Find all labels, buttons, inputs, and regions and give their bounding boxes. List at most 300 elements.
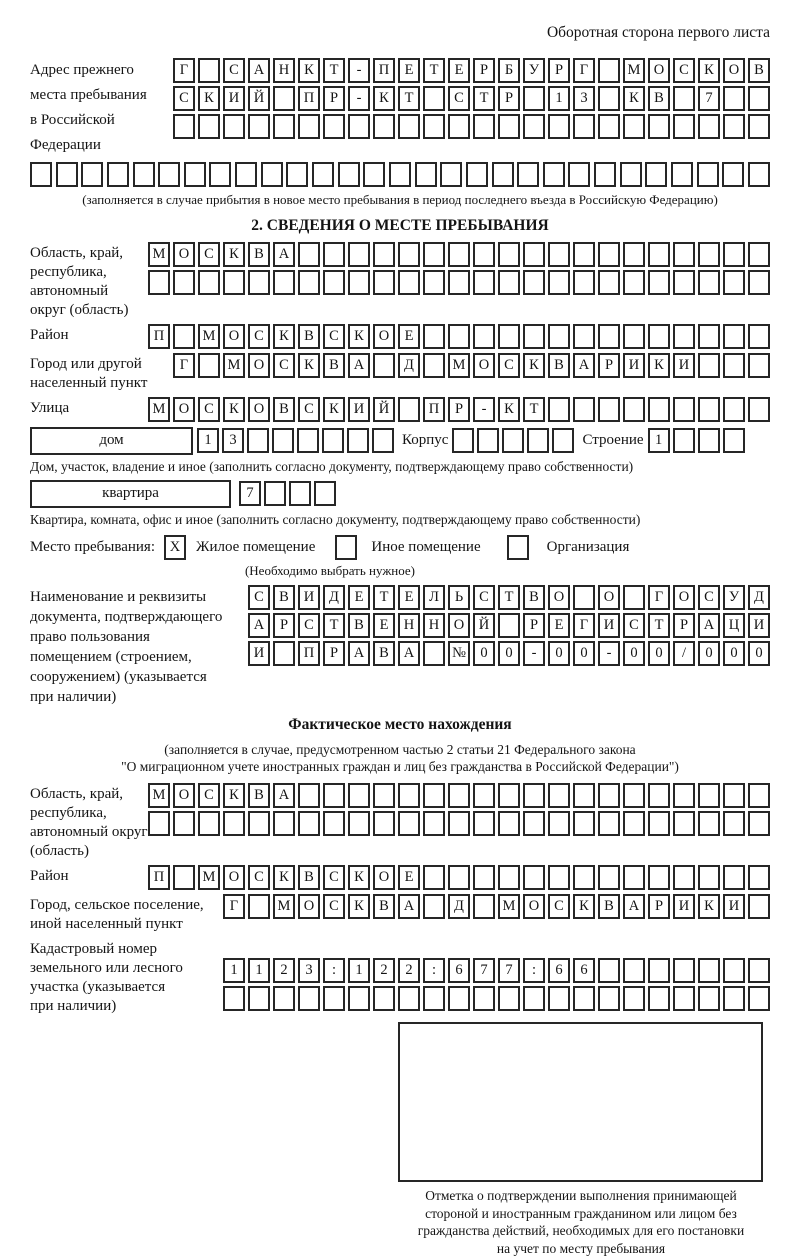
char-cell[interactable] (698, 958, 720, 983)
char-cell[interactable] (273, 641, 295, 666)
char-cell[interactable] (473, 324, 495, 349)
char-cell[interactable]: В (748, 58, 770, 83)
char-cell[interactable] (723, 86, 745, 111)
char-cell[interactable]: К (573, 894, 595, 919)
char-cell[interactable]: В (598, 894, 620, 919)
char-cell[interactable] (698, 986, 720, 1011)
char-cell[interactable]: 3 (222, 428, 244, 453)
char-cell[interactable] (598, 811, 620, 836)
char-cell[interactable] (373, 783, 395, 808)
char-cell[interactable] (261, 162, 283, 187)
char-cell[interactable] (223, 114, 245, 139)
char-cell[interactable]: Д (748, 585, 770, 610)
char-cell[interactable] (723, 986, 745, 1011)
char-cell[interactable]: В (523, 585, 545, 610)
char-cell[interactable]: И (348, 397, 370, 422)
char-cell[interactable] (473, 114, 495, 139)
char-cell[interactable] (198, 58, 220, 83)
char-cell[interactable] (748, 958, 770, 983)
char-cell[interactable]: В (373, 894, 395, 919)
char-cell[interactable] (273, 114, 295, 139)
char-cell[interactable] (297, 428, 319, 453)
char-cell[interactable] (272, 428, 294, 453)
char-cell[interactable] (448, 242, 470, 267)
char-cell[interactable] (348, 986, 370, 1011)
char-cell[interactable] (498, 114, 520, 139)
char-cell[interactable] (748, 894, 770, 919)
char-cell[interactable] (698, 811, 720, 836)
char-cell[interactable] (373, 353, 395, 378)
char-cell[interactable] (323, 986, 345, 1011)
char-cell[interactable]: С (473, 585, 495, 610)
char-cell[interactable] (398, 270, 420, 295)
char-cell[interactable]: В (248, 242, 270, 267)
char-cell[interactable]: 1 (348, 958, 370, 983)
char-cell[interactable] (173, 811, 195, 836)
char-cell[interactable]: В (298, 324, 320, 349)
char-cell[interactable] (594, 162, 616, 187)
char-cell[interactable] (448, 783, 470, 808)
char-cell[interactable] (543, 162, 565, 187)
char-cell[interactable] (698, 865, 720, 890)
char-cell[interactable]: Г (648, 585, 670, 610)
char-cell[interactable] (723, 958, 745, 983)
char-cell[interactable]: - (598, 641, 620, 666)
char-cell[interactable]: В (248, 783, 270, 808)
char-cell[interactable]: Т (323, 58, 345, 83)
char-cell[interactable] (723, 397, 745, 422)
char-cell[interactable]: А (348, 353, 370, 378)
char-cell[interactable]: К (323, 397, 345, 422)
char-cell[interactable] (498, 986, 520, 1011)
char-cell[interactable] (473, 865, 495, 890)
char-cell[interactable] (648, 958, 670, 983)
char-cell[interactable] (698, 324, 720, 349)
char-cell[interactable] (698, 397, 720, 422)
char-cell[interactable]: 0 (748, 641, 770, 666)
char-cell[interactable] (623, 585, 645, 610)
char-cell[interactable] (623, 114, 645, 139)
char-cell[interactable] (314, 481, 336, 506)
char-cell[interactable]: 0 (498, 641, 520, 666)
char-cell[interactable]: А (248, 58, 270, 83)
char-cell[interactable]: Г (223, 894, 245, 919)
char-cell[interactable] (198, 114, 220, 139)
char-cell[interactable] (56, 162, 78, 187)
char-cell[interactable]: К (223, 242, 245, 267)
char-cell[interactable]: М (148, 397, 170, 422)
char-cell[interactable]: С (198, 397, 220, 422)
char-cell[interactable] (548, 865, 570, 890)
char-cell[interactable]: 0 (698, 641, 720, 666)
char-cell[interactable]: О (648, 58, 670, 83)
char-cell[interactable]: В (273, 585, 295, 610)
char-cell[interactable]: С (273, 353, 295, 378)
char-cell[interactable] (548, 242, 570, 267)
char-cell[interactable]: С (248, 585, 270, 610)
char-cell[interactable] (348, 783, 370, 808)
char-cell[interactable]: С (673, 58, 695, 83)
char-cell[interactable]: С (248, 324, 270, 349)
char-cell[interactable] (598, 242, 620, 267)
char-cell[interactable] (723, 783, 745, 808)
char-cell[interactable] (498, 242, 520, 267)
char-cell[interactable] (448, 865, 470, 890)
char-cell[interactable]: 6 (573, 958, 595, 983)
char-cell[interactable]: - (348, 86, 370, 111)
char-cell[interactable] (498, 324, 520, 349)
char-cell[interactable] (473, 783, 495, 808)
char-cell[interactable] (598, 86, 620, 111)
char-cell[interactable]: О (223, 865, 245, 890)
char-cell[interactable] (323, 783, 345, 808)
char-cell[interactable] (645, 162, 667, 187)
char-cell[interactable]: 6 (548, 958, 570, 983)
residential-checkbox[interactable]: X (164, 535, 186, 560)
char-cell[interactable]: А (623, 894, 645, 919)
char-cell[interactable] (298, 986, 320, 1011)
char-cell[interactable]: 2 (373, 958, 395, 983)
char-cell[interactable]: № (448, 641, 470, 666)
char-cell[interactable]: О (248, 397, 270, 422)
char-cell[interactable]: Д (448, 894, 470, 919)
char-cell[interactable] (523, 783, 545, 808)
char-cell[interactable]: - (348, 58, 370, 83)
char-cell[interactable]: : (323, 958, 345, 983)
char-cell[interactable] (198, 270, 220, 295)
char-cell[interactable] (548, 324, 570, 349)
char-cell[interactable] (312, 162, 334, 187)
char-cell[interactable]: С (173, 86, 195, 111)
char-cell[interactable]: О (523, 894, 545, 919)
char-cell[interactable]: С (323, 324, 345, 349)
char-cell[interactable]: Ь (448, 585, 470, 610)
char-cell[interactable]: Т (323, 613, 345, 638)
char-cell[interactable]: 7 (498, 958, 520, 983)
char-cell[interactable]: А (398, 894, 420, 919)
other-premises-checkbox[interactable] (335, 535, 357, 560)
char-cell[interactable] (573, 270, 595, 295)
char-cell[interactable] (748, 242, 770, 267)
char-cell[interactable] (372, 428, 394, 453)
char-cell[interactable]: Т (398, 86, 420, 111)
char-cell[interactable]: 3 (573, 86, 595, 111)
char-cell[interactable]: И (723, 894, 745, 919)
char-cell[interactable] (548, 986, 570, 1011)
char-cell[interactable]: А (273, 242, 295, 267)
char-cell[interactable]: Р (273, 613, 295, 638)
char-cell[interactable]: К (698, 58, 720, 83)
char-cell[interactable] (573, 397, 595, 422)
char-cell[interactable] (598, 270, 620, 295)
char-cell[interactable]: С (698, 585, 720, 610)
char-cell[interactable]: Г (173, 353, 195, 378)
char-cell[interactable] (502, 428, 524, 453)
char-cell[interactable] (423, 986, 445, 1011)
char-cell[interactable] (623, 324, 645, 349)
char-cell[interactable] (598, 958, 620, 983)
char-cell[interactable]: 6 (448, 958, 470, 983)
char-cell[interactable] (398, 114, 420, 139)
char-cell[interactable] (498, 783, 520, 808)
char-cell[interactable] (373, 986, 395, 1011)
char-cell[interactable] (623, 811, 645, 836)
char-cell[interactable] (184, 162, 206, 187)
char-cell[interactable]: О (173, 783, 195, 808)
char-cell[interactable] (273, 86, 295, 111)
char-cell[interactable]: К (273, 324, 295, 349)
char-cell[interactable]: К (348, 865, 370, 890)
char-cell[interactable] (573, 324, 595, 349)
char-cell[interactable]: О (723, 58, 745, 83)
char-cell[interactable] (448, 270, 470, 295)
char-cell[interactable] (498, 811, 520, 836)
char-cell[interactable] (398, 986, 420, 1011)
char-cell[interactable] (698, 783, 720, 808)
char-cell[interactable]: С (223, 58, 245, 83)
char-cell[interactable] (673, 865, 695, 890)
char-cell[interactable]: А (698, 613, 720, 638)
char-cell[interactable]: О (473, 353, 495, 378)
char-cell[interactable]: Е (398, 324, 420, 349)
char-cell[interactable]: У (723, 585, 745, 610)
char-cell[interactable]: К (523, 353, 545, 378)
char-cell[interactable] (573, 783, 595, 808)
char-cell[interactable] (698, 114, 720, 139)
char-cell[interactable]: К (698, 894, 720, 919)
char-cell[interactable] (748, 324, 770, 349)
char-cell[interactable] (198, 353, 220, 378)
char-cell[interactable]: С (498, 353, 520, 378)
char-cell[interactable] (148, 811, 170, 836)
char-cell[interactable] (748, 865, 770, 890)
char-cell[interactable] (198, 811, 220, 836)
char-cell[interactable] (748, 270, 770, 295)
char-cell[interactable] (498, 613, 520, 638)
char-cell[interactable] (289, 481, 311, 506)
char-cell[interactable]: 1 (548, 86, 570, 111)
char-cell[interactable] (81, 162, 103, 187)
char-cell[interactable] (697, 162, 719, 187)
char-cell[interactable] (273, 811, 295, 836)
char-cell[interactable]: И (673, 353, 695, 378)
char-cell[interactable]: О (673, 585, 695, 610)
char-cell[interactable] (673, 242, 695, 267)
char-cell[interactable] (448, 324, 470, 349)
char-cell[interactable] (598, 397, 620, 422)
char-cell[interactable] (673, 783, 695, 808)
char-cell[interactable] (373, 242, 395, 267)
char-cell[interactable] (223, 811, 245, 836)
char-cell[interactable] (548, 811, 570, 836)
char-cell[interactable]: И (748, 613, 770, 638)
char-cell[interactable] (348, 114, 370, 139)
char-cell[interactable]: 0 (723, 641, 745, 666)
char-cell[interactable] (623, 783, 645, 808)
char-cell[interactable] (523, 986, 545, 1011)
char-cell[interactable]: : (523, 958, 545, 983)
char-cell[interactable]: К (298, 58, 320, 83)
char-cell[interactable]: Е (398, 585, 420, 610)
char-cell[interactable]: О (173, 397, 195, 422)
char-cell[interactable]: - (473, 397, 495, 422)
char-cell[interactable]: М (273, 894, 295, 919)
char-cell[interactable]: М (223, 353, 245, 378)
char-cell[interactable] (473, 986, 495, 1011)
char-cell[interactable]: Р (598, 353, 620, 378)
char-cell[interactable] (347, 428, 369, 453)
char-cell[interactable]: Т (473, 86, 495, 111)
char-cell[interactable] (363, 162, 385, 187)
char-cell[interactable] (473, 270, 495, 295)
char-cell[interactable] (748, 114, 770, 139)
char-cell[interactable]: Е (548, 613, 570, 638)
char-cell[interactable] (523, 324, 545, 349)
char-cell[interactable] (448, 811, 470, 836)
char-cell[interactable]: И (248, 641, 270, 666)
char-cell[interactable]: П (148, 324, 170, 349)
char-cell[interactable] (248, 894, 270, 919)
char-cell[interactable]: Н (398, 613, 420, 638)
char-cell[interactable]: С (323, 894, 345, 919)
char-cell[interactable]: Е (373, 613, 395, 638)
char-cell[interactable]: М (148, 242, 170, 267)
char-cell[interactable]: М (198, 865, 220, 890)
char-cell[interactable]: 1 (248, 958, 270, 983)
char-cell[interactable]: 1 (197, 428, 219, 453)
char-cell[interactable] (548, 397, 570, 422)
char-cell[interactable] (323, 811, 345, 836)
char-cell[interactable] (573, 585, 595, 610)
char-cell[interactable]: Е (448, 58, 470, 83)
char-cell[interactable] (209, 162, 231, 187)
char-cell[interactable] (648, 324, 670, 349)
char-cell[interactable] (158, 162, 180, 187)
char-cell[interactable]: 7 (698, 86, 720, 111)
char-cell[interactable] (523, 811, 545, 836)
char-cell[interactable]: О (598, 585, 620, 610)
char-cell[interactable]: 2 (273, 958, 295, 983)
char-cell[interactable] (173, 114, 195, 139)
char-cell[interactable]: Р (548, 58, 570, 83)
char-cell[interactable]: О (298, 894, 320, 919)
char-cell[interactable] (698, 270, 720, 295)
char-cell[interactable]: О (373, 324, 395, 349)
char-cell[interactable]: С (248, 865, 270, 890)
char-cell[interactable] (548, 114, 570, 139)
char-cell[interactable] (286, 162, 308, 187)
char-cell[interactable] (398, 397, 420, 422)
char-cell[interactable] (415, 162, 437, 187)
char-cell[interactable]: К (348, 324, 370, 349)
char-cell[interactable]: 0 (473, 641, 495, 666)
char-cell[interactable] (748, 86, 770, 111)
char-cell[interactable]: С (448, 86, 470, 111)
char-cell[interactable]: Т (423, 58, 445, 83)
char-cell[interactable]: 3 (298, 958, 320, 983)
char-cell[interactable] (523, 865, 545, 890)
char-cell[interactable]: К (348, 894, 370, 919)
char-cell[interactable]: С (548, 894, 570, 919)
char-cell[interactable] (473, 811, 495, 836)
char-cell[interactable] (248, 811, 270, 836)
char-cell[interactable]: 0 (623, 641, 645, 666)
char-cell[interactable] (107, 162, 129, 187)
char-cell[interactable]: П (298, 641, 320, 666)
char-cell[interactable]: / (673, 641, 695, 666)
char-cell[interactable] (598, 324, 620, 349)
char-cell[interactable]: П (298, 86, 320, 111)
char-cell[interactable] (648, 114, 670, 139)
char-cell[interactable] (298, 811, 320, 836)
char-cell[interactable] (348, 270, 370, 295)
char-cell[interactable] (698, 428, 720, 453)
char-cell[interactable]: Т (498, 585, 520, 610)
char-cell[interactable] (373, 270, 395, 295)
char-cell[interactable]: С (298, 397, 320, 422)
char-cell[interactable]: О (248, 353, 270, 378)
char-cell[interactable] (373, 811, 395, 836)
char-cell[interactable] (723, 865, 745, 890)
char-cell[interactable]: Р (673, 613, 695, 638)
char-cell[interactable]: П (373, 58, 395, 83)
char-cell[interactable] (698, 242, 720, 267)
char-cell[interactable]: В (373, 641, 395, 666)
char-cell[interactable] (473, 242, 495, 267)
char-cell[interactable] (148, 270, 170, 295)
char-cell[interactable] (673, 114, 695, 139)
char-cell[interactable]: - (523, 641, 545, 666)
char-cell[interactable] (323, 242, 345, 267)
char-cell[interactable] (322, 428, 344, 453)
char-cell[interactable] (552, 428, 574, 453)
char-cell[interactable] (173, 270, 195, 295)
char-cell[interactable] (448, 114, 470, 139)
char-cell[interactable]: П (423, 397, 445, 422)
char-cell[interactable]: К (648, 353, 670, 378)
char-cell[interactable] (223, 270, 245, 295)
char-cell[interactable] (573, 865, 595, 890)
char-cell[interactable] (389, 162, 411, 187)
char-cell[interactable] (748, 353, 770, 378)
char-cell[interactable]: К (373, 86, 395, 111)
char-cell[interactable]: Р (498, 86, 520, 111)
char-cell[interactable]: А (573, 353, 595, 378)
char-cell[interactable]: Р (448, 397, 470, 422)
char-cell[interactable] (298, 242, 320, 267)
char-cell[interactable] (648, 270, 670, 295)
char-cell[interactable] (452, 428, 474, 453)
char-cell[interactable] (398, 242, 420, 267)
char-cell[interactable]: Й (373, 397, 395, 422)
char-cell[interactable] (548, 270, 570, 295)
char-cell[interactable] (423, 811, 445, 836)
char-cell[interactable] (477, 428, 499, 453)
char-cell[interactable] (698, 353, 720, 378)
char-cell[interactable]: С (623, 613, 645, 638)
char-cell[interactable] (620, 162, 642, 187)
char-cell[interactable]: К (273, 865, 295, 890)
char-cell[interactable] (723, 242, 745, 267)
char-cell[interactable]: С (298, 613, 320, 638)
char-cell[interactable] (748, 162, 770, 187)
char-cell[interactable] (723, 324, 745, 349)
char-cell[interactable] (527, 428, 549, 453)
char-cell[interactable]: Г (573, 58, 595, 83)
char-cell[interactable]: М (198, 324, 220, 349)
char-cell[interactable] (598, 114, 620, 139)
char-cell[interactable]: Г (173, 58, 195, 83)
